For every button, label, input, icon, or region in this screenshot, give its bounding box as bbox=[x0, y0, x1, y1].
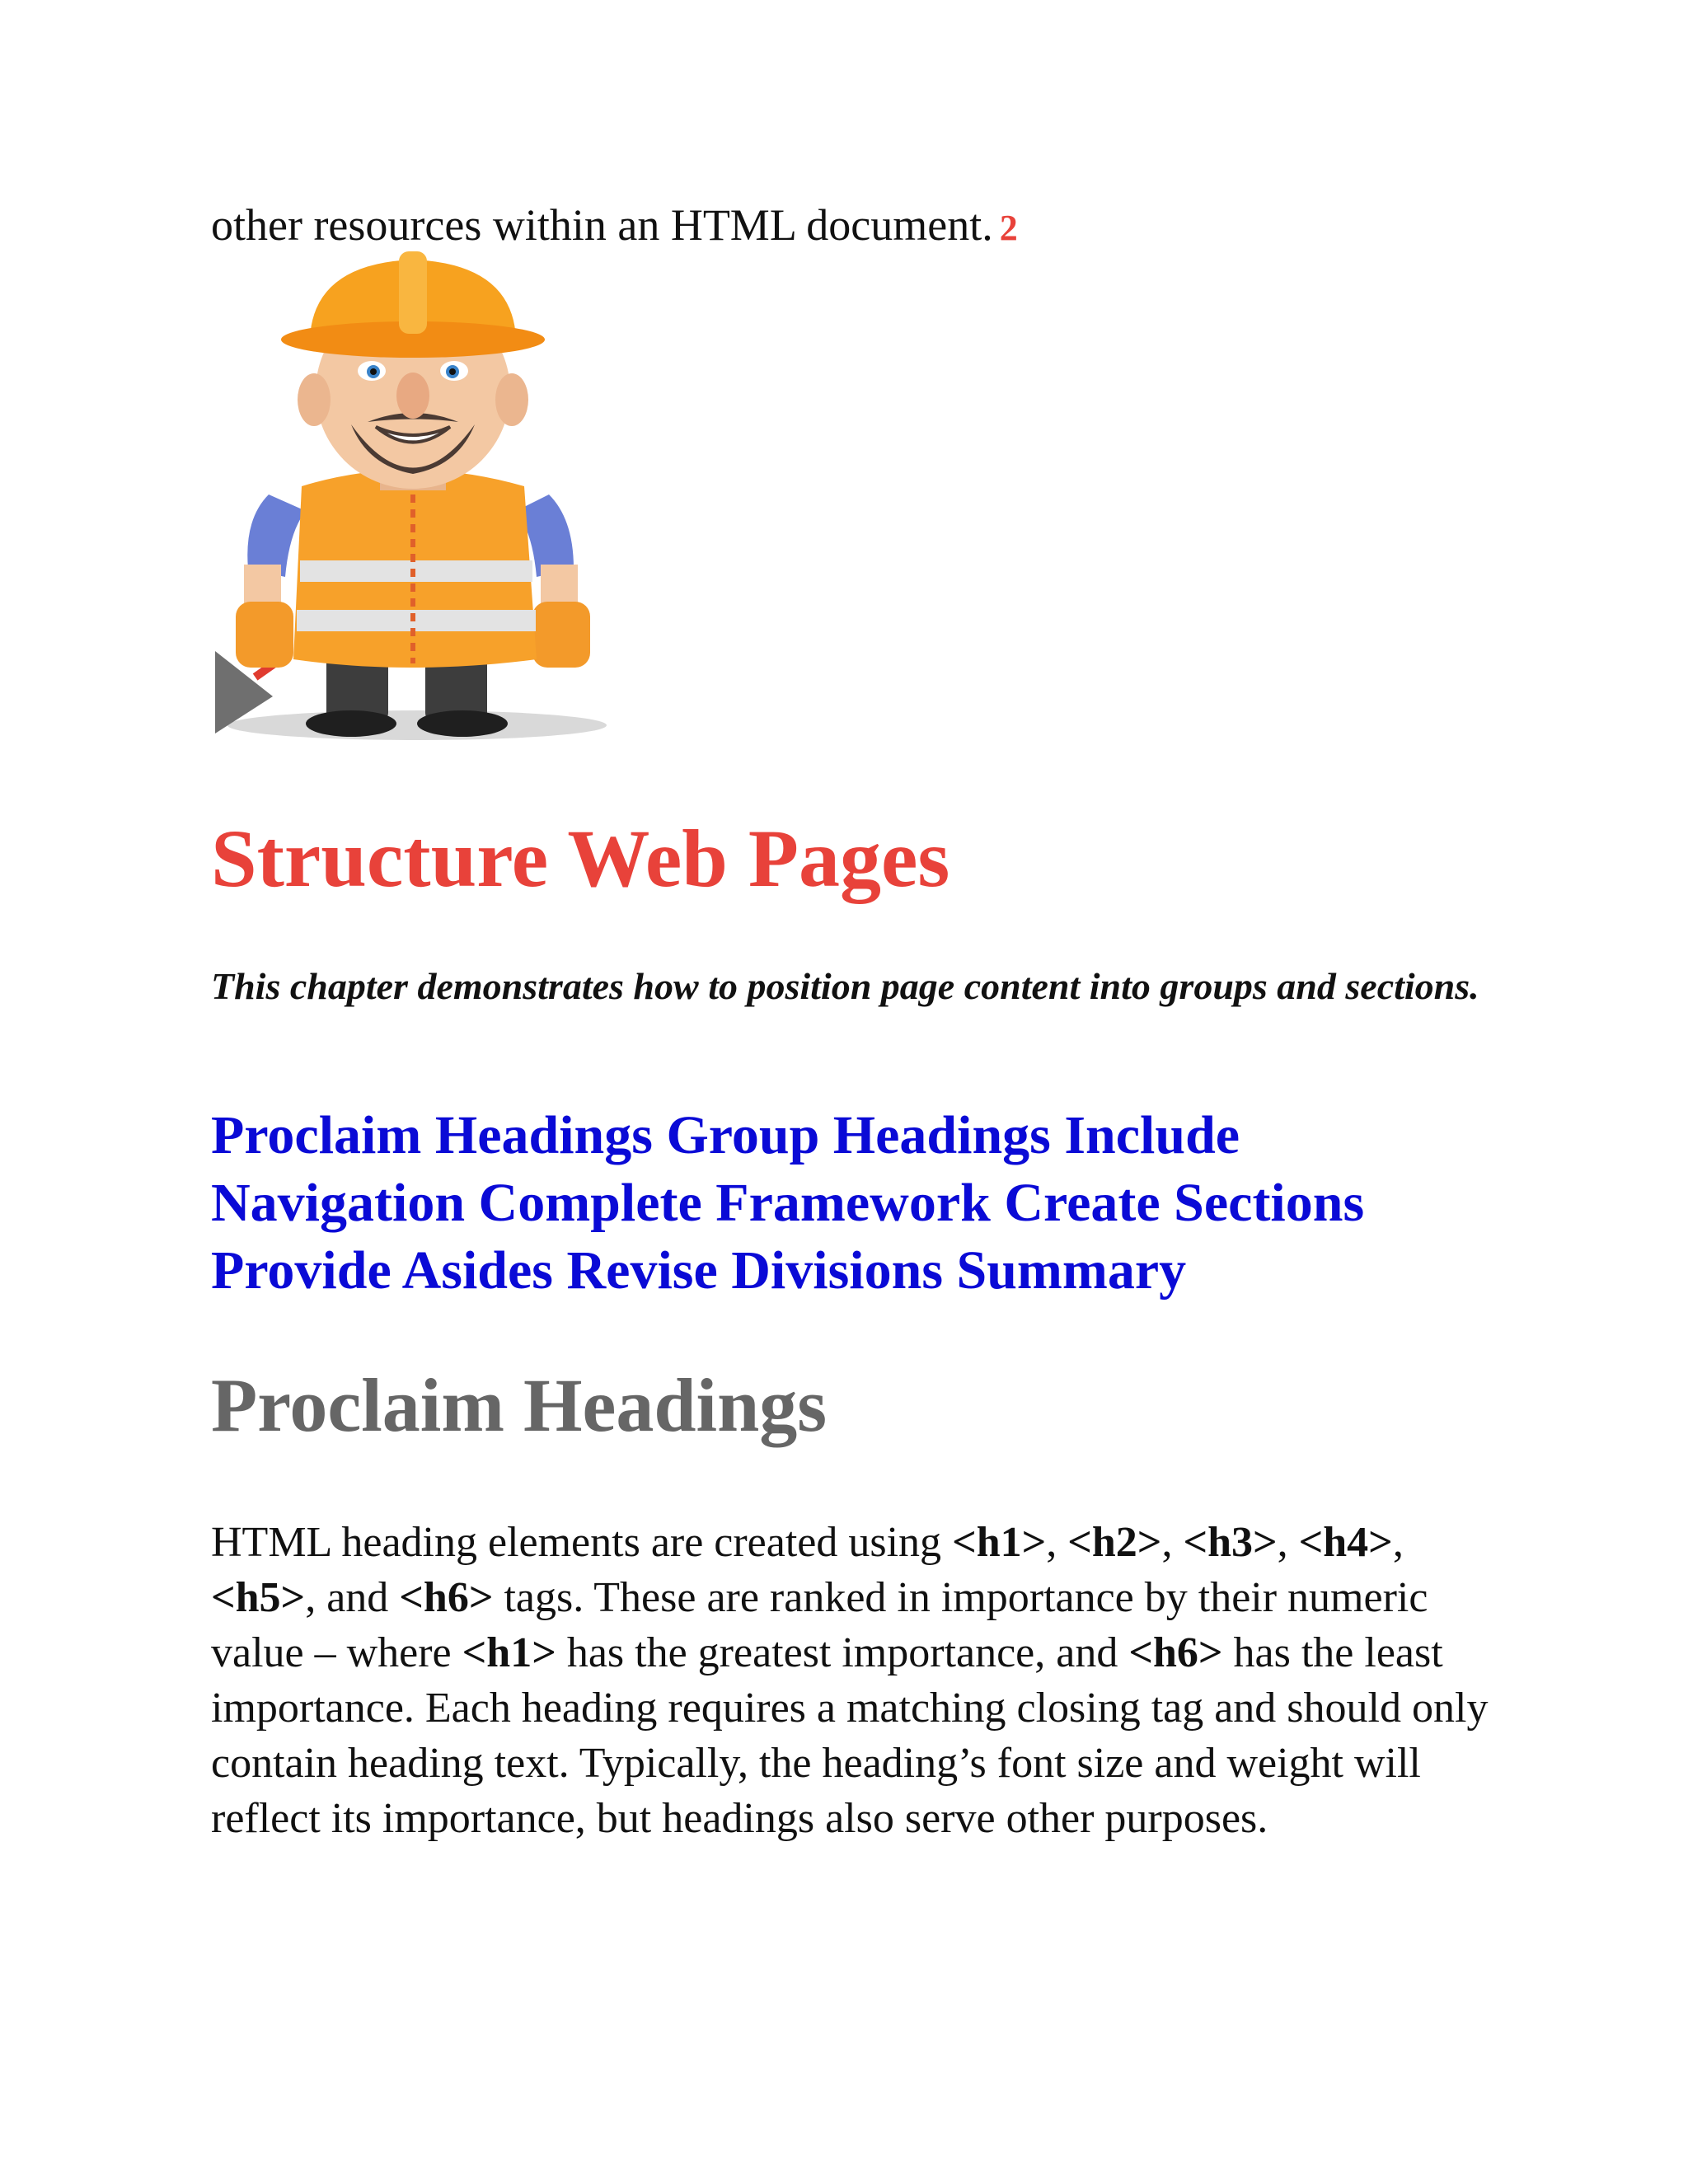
paragraph-text: has the least importance. Each heading requires a matching closing tag and should only contain heading text. Typically, the heading’s font size and weight will reflect its importance, but headings also serve other purposes. bbox=[211, 1629, 1489, 1842]
tag-h2: <h2> bbox=[1067, 1519, 1162, 1566]
section-heading: Proclaim Headings bbox=[211, 1363, 828, 1447]
toc-link-include-navigation[interactable]: Include Navigation bbox=[211, 1105, 1240, 1233]
section-paragraph bbox=[211, 1515, 1497, 1846]
toc-link-provide-asides[interactable]: Provide Asides bbox=[211, 1240, 553, 1301]
tag-h6: <h6> bbox=[1128, 1629, 1223, 1676]
toc-link-complete-framework[interactable]: Complete Framework bbox=[478, 1173, 991, 1233]
paragraph-text: has the greatest importance, and bbox=[556, 1629, 1129, 1676]
chapter-description: This chapter demonstrates how to position page content into groups and sections. bbox=[211, 965, 1479, 1007]
paragraph-separator: , bbox=[1161, 1519, 1184, 1566]
footnote-reference[interactable]: 2 bbox=[999, 208, 1018, 248]
chapter-table-of-contents bbox=[211, 1102, 1497, 1305]
tag-h4: <h4> bbox=[1298, 1519, 1393, 1566]
tag-h6: <h6> bbox=[399, 1574, 494, 1621]
paragraph-text: HTML heading elements are created using bbox=[211, 1519, 953, 1566]
toc-link-group-headings[interactable]: Group Headings bbox=[666, 1105, 1051, 1165]
toc-link-proclaim-headings[interactable]: Proclaim Headings bbox=[211, 1105, 653, 1165]
tag-h1: <h1> bbox=[462, 1629, 556, 1676]
paragraph-separator: , and bbox=[305, 1574, 400, 1621]
paragraph-text: tags. These are ranked in importance by their numeric value – where bbox=[211, 1574, 1428, 1676]
chapter-title: Structure Web Pages bbox=[211, 813, 950, 904]
toc-link-revise-divisions[interactable]: Revise Divisions bbox=[566, 1240, 944, 1301]
intro-text: other resources within an HTML document. bbox=[211, 200, 993, 250]
paragraph-separator: , bbox=[1277, 1519, 1299, 1566]
tag-h1: <h1> bbox=[952, 1519, 1047, 1566]
paragraph-separator: , bbox=[1046, 1519, 1068, 1566]
tag-h3: <h3> bbox=[1183, 1519, 1278, 1566]
toc-link-create-sections[interactable]: Create Sections bbox=[1004, 1173, 1365, 1233]
toc-link-summary[interactable]: Summary bbox=[956, 1240, 1187, 1301]
construction-worker-illustration bbox=[211, 247, 623, 750]
tag-h5: <h5> bbox=[211, 1574, 306, 1621]
paragraph-separator: , bbox=[1392, 1519, 1404, 1566]
